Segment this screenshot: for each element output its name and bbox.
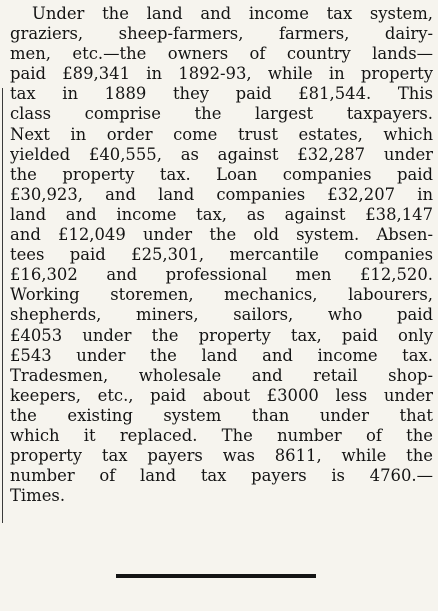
article-line: Working storemen, mechanics, labourers, <box>10 285 433 305</box>
article-line: shepherds, miners, sailors, who paid <box>10 305 433 325</box>
article-line: class comprise the largest taxpayers. <box>10 104 433 124</box>
article-line: men, etc.—the owners of country lands— <box>10 44 433 64</box>
article-line: Times. <box>10 486 66 506</box>
column-rule <box>2 88 3 523</box>
article-line: £30,923, and land companies £32,207 in <box>10 184 433 204</box>
article-line: graziers, sheep-farmers, farmers, dairy- <box>10 24 433 44</box>
article-line: Tradesmen, wholesale and retail shop- <box>10 365 433 385</box>
article-line: the property tax. Loan companies paid <box>10 164 433 184</box>
article-paragraph <box>10 4 433 506</box>
article-line: number of land tax payers is 4760.— <box>10 466 433 486</box>
article-line: Next in order come trust estates, which <box>10 124 433 144</box>
article-line: which it replaced. The number of the <box>10 425 433 445</box>
article-line: £16,302 and professional men £12,520. <box>10 265 433 285</box>
article-line: the existing system than under that <box>10 405 433 425</box>
article-line: property tax payers was 8611, while the <box>10 446 433 466</box>
article-line: tees paid £25,301, mercantile companies <box>10 245 433 265</box>
article-line: and £12,049 under the old system. Absen- <box>10 225 433 245</box>
article-line: £543 under the land and income tax. <box>10 345 433 365</box>
article-line: land and income tax, as against £38,147 <box>10 204 433 224</box>
section-divider <box>116 574 316 578</box>
article-line: keepers, etc., paid about £3000 less under <box>10 385 433 405</box>
article-line: tax in 1889 they paid £81,544. This <box>10 84 433 104</box>
article-line: £4053 under the property tax, paid only <box>10 325 433 345</box>
article-line: paid £89,341 in 1892-93, while in property <box>10 64 433 84</box>
article-line: yielded £40,555, as against £32,287 under <box>10 144 433 164</box>
article-line: Under the land and income tax system, <box>32 4 433 23</box>
